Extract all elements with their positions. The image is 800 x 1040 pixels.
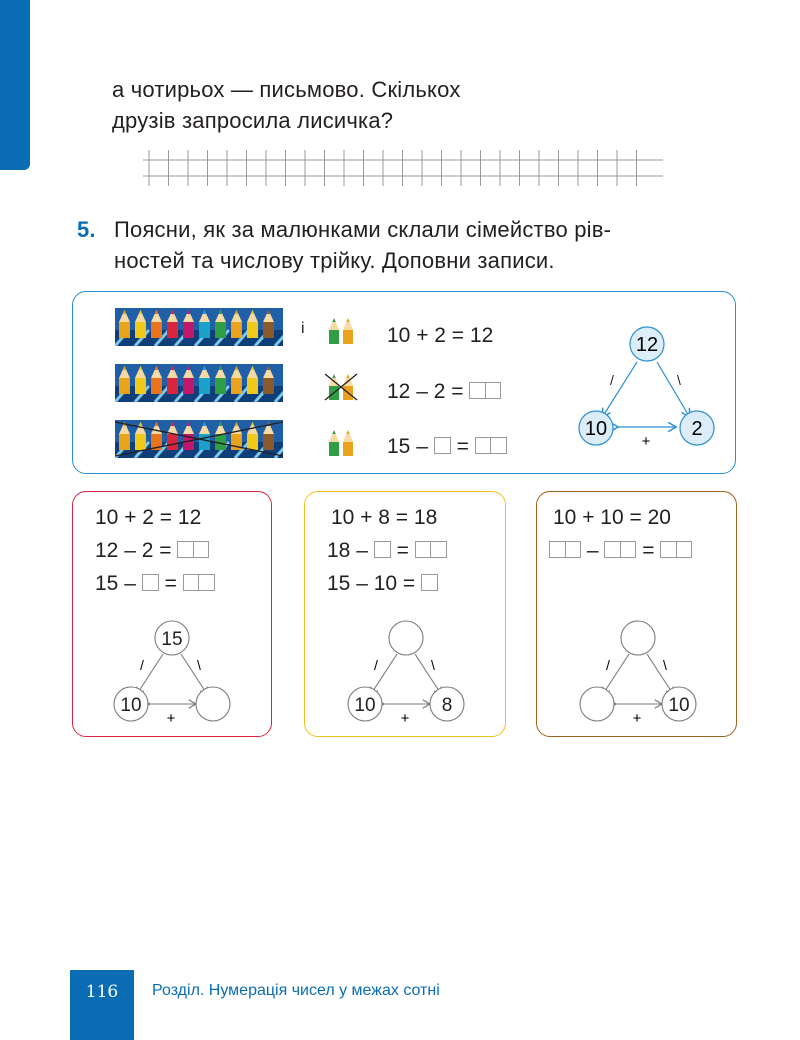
triad-left-circle[interactable] [580, 687, 614, 721]
page-number-tab [70, 970, 134, 1040]
card2-eq-3 [327, 572, 438, 596]
triad-right-value: 2 [691, 418, 703, 440]
card2-eq-2-lhs: 18 – [327, 539, 368, 562]
pencil-strip-icon [115, 364, 283, 402]
page-number: 116 [85, 982, 119, 1002]
answer-box[interactable] [183, 574, 215, 591]
svg-text:/: / [374, 657, 378, 673]
example-eq-2 [387, 380, 501, 404]
card1-triad [107, 620, 237, 728]
example-eq-3-eq: = [456, 435, 469, 458]
triad-plus: + [641, 433, 651, 450]
chapter-side-tab [0, 0, 30, 170]
triad-plus: + [632, 710, 642, 727]
crossed-pencils-icon [323, 372, 359, 402]
task-line-1: Поясни, як за малюнками склали сімейство рів- [114, 217, 612, 242]
task-number: 5. [77, 217, 96, 242]
intro-line-2: друзів запросила лисичка? [112, 108, 394, 133]
card3-eq-2 [549, 539, 692, 563]
answer-box[interactable] [415, 541, 447, 558]
triad-right-value: 10 [668, 695, 690, 716]
exercise-card-1 [72, 491, 272, 737]
answer-box[interactable] [142, 574, 159, 591]
card1-eq-2-lhs: 12 – 2 = [95, 539, 172, 562]
triad-left-value: 10 [120, 695, 142, 716]
card1-eq-2 [95, 539, 209, 563]
example-panel [72, 291, 736, 474]
card1-eq-3-eq: = [164, 572, 177, 595]
svg-text:/: / [140, 657, 144, 673]
card2-triad [341, 620, 471, 728]
answer-box[interactable] [421, 574, 438, 591]
triad-plus: + [400, 710, 410, 727]
triad-right-circle[interactable] [196, 687, 230, 721]
svg-text:\: \ [663, 657, 667, 673]
intro-text [112, 74, 461, 136]
writing-grid[interactable] [143, 150, 663, 188]
triad-right-value: 8 [441, 695, 453, 716]
pencil-pair-icon [323, 428, 359, 458]
example-eq-1: 10 + 2 = 12 [387, 324, 494, 347]
svg-text:\: \ [677, 372, 681, 388]
svg-text:\: \ [197, 657, 201, 673]
triad-plus: + [166, 710, 176, 727]
task-5 [77, 214, 611, 276]
triad-top-circle[interactable] [389, 621, 423, 655]
pencil-pair-icon [323, 316, 359, 346]
card3-eq-1: 10 + 10 = 20 [553, 506, 671, 529]
answer-box[interactable] [434, 437, 451, 454]
pencil-strip-icon [115, 420, 283, 458]
svg-text:/: / [606, 657, 610, 673]
answer-box[interactable] [177, 541, 209, 558]
answer-box[interactable] [549, 541, 581, 558]
answer-box[interactable] [374, 541, 391, 558]
triad-left-value: 10 [354, 695, 376, 716]
example-eq-3-lhs: 15 – [387, 435, 428, 458]
card1-eq-1: 10 + 2 = 12 [95, 506, 202, 529]
card2-eq-2-eq: = [396, 539, 409, 562]
example-eq-2-lhs: 12 – 2 = [387, 380, 464, 403]
triad-top-circle[interactable] [621, 621, 655, 655]
card3-eq-2-eq: = [642, 539, 655, 562]
svg-text:\: \ [431, 657, 435, 673]
exercise-card-3 [536, 491, 737, 737]
card3-triad [573, 620, 703, 728]
answer-box[interactable] [604, 541, 636, 558]
answer-box[interactable] [660, 541, 692, 558]
card2-eq-1: 10 + 8 = 18 [331, 506, 438, 529]
task-line-2: ностей та числову трійку. Доповни записи. [114, 248, 555, 273]
intro-line-1: а чотирьох — письмово. Скількох [112, 77, 461, 102]
number-triad [573, 322, 723, 452]
triad-left-value: 10 [584, 418, 608, 440]
answer-box[interactable] [475, 437, 507, 454]
answer-box[interactable] [469, 382, 501, 399]
card1-eq-3 [95, 572, 215, 596]
card2-eq-2 [327, 539, 447, 563]
exercise-card-2 [304, 491, 506, 737]
pencil-strip-icon [115, 308, 283, 346]
example-eq-3 [387, 435, 507, 459]
section-title: Розділ. Нумерація чисел у межах сотні [152, 982, 440, 999]
card3-eq-2-minus: – [586, 539, 599, 562]
svg-text:/: / [610, 372, 614, 388]
triad-top-value: 15 [161, 629, 183, 650]
card2-eq-3-lhs: 15 – 10 = [327, 572, 416, 595]
triad-top-value: 12 [635, 334, 659, 356]
card1-eq-3-lhs: 15 – [95, 572, 136, 595]
conjunction: і [301, 320, 305, 337]
